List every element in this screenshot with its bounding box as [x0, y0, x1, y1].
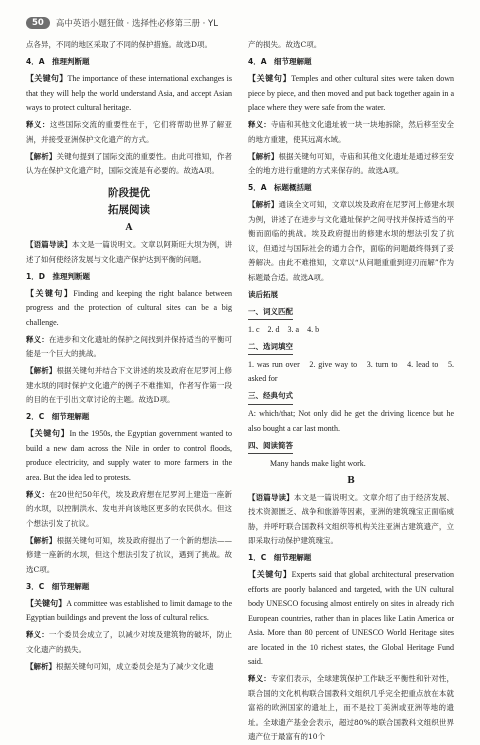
stage-title: 阶段提优 — [108, 186, 150, 199]
analysis: 【解析】根据关键句可知，埃及政府提出了一个新的想法——修建一座新的水坝，但这个想法引发了抗议，遇到了挑战。故选C项。 — [26, 535, 233, 574]
after-reading-title: 读后拓展 — [248, 289, 278, 299]
explanation: 释义：一个委员会成立了，以减少对埃及建筑物的破坏，防止文化遗产的损失。 — [26, 630, 233, 654]
passage-label: B — [347, 475, 355, 486]
question-title: 3．C 细节理解题 — [26, 581, 90, 591]
explanation: 释义：在20世纪50年代，埃及政府想在尼罗河上建造一座新的水坝，以控制洪水、发电并向该地区更多的农民供水。但这个想法引发了抗议。 — [26, 489, 233, 528]
key-sentence: 【关键句】A committee was established to limit damage to the Egyptian buildings and prevent the loss of cultural relics. — [26, 598, 233, 622]
vocab-section-title: 一、词义匹配 — [248, 305, 454, 321]
analysis: 【解析】根据关键句可知，成立委员会是为了减少文化遗 — [26, 661, 214, 671]
explanation: 释义：专家们表示，全球建筑保护工作缺乏平衡性和针对性，联合国的文化机构联合国教科文组织几乎完全把重点放在本就富裕的欧洲国家的遗址上，而不是拉丁美洲或亚洲等地的遗址。全球遗产基金会表示，超过80%的联合国教科文组织世界遗产位于最富有的10个 — [248, 674, 455, 741]
question-title: 2．C 细节理解题 — [26, 412, 90, 421]
key-sentence: 【关键句】Temples and other cultural sites were taken down piece by piece, and then moved and put back together again in a place where they were safe from the water. — [248, 74, 454, 112]
explanation: 释义：寺庙和其他文化遗址被一块一块地拆除，然后移至安全的地方重建，使其远离水域。 — [248, 120, 455, 144]
key-sentence: 【关键句】Finding and keeping the right balance between progress and the protection of cultural sites can be a big challenge. — [26, 288, 233, 327]
question-title: 1．D 推理判断题 — [26, 271, 90, 281]
passage-label: A — [125, 223, 133, 233]
left-column — [26, 38, 232, 705]
sentence-section-title: 三、经典句式 — [248, 389, 454, 405]
page-number: 50 — [26, 17, 50, 29]
explanation: 释义：在进步和文化遗址的保护之间找到并保持适当的平衡可能是一个巨大的挑战。 — [26, 334, 233, 358]
book-title: 高中英语小题狂做 · 选择性必修第三册 · YL — [55, 19, 218, 29]
paragraph: 产的损失。故选C项。 — [248, 40, 322, 49]
short-answer-title: 四、阅读简答 — [248, 439, 454, 455]
fill-section-title: 二、选词填空 — [248, 340, 454, 356]
sentence-answers: A: which/that; Not only did he get the driving licence but he also bought a car last month. — [248, 409, 454, 433]
analysis: 【解析】根据关键句可知，寺庙和其他文化遗址是通过移至安全的地方进行重建的方式来保存的。故选A项。 — [248, 151, 455, 175]
fill-answers: 1. was run over 2. give way to 3. turn to 4. lead to 5. asked for — [248, 359, 454, 383]
paragraph: 点各异，不同的地区采取了不同的保护措施。故选D项。 — [26, 40, 213, 49]
explanation: 释义：这些国际交流的重要性在于，它们将帮助世界了解亚洲，并接受亚洲保护文化遗产的方式。 — [26, 120, 233, 144]
analysis: 【解析】通读全文可知，文章以埃及政府在尼罗河上修建水坝为例，讲述了在进步与文化遗址保护之间寻找并保持适当的平衡而面临的挑战。埃及政府提出的修建水坝的想法引发了抗议，但通过与国际社会的通力合作，面临的问题最终得到了妥善解决。由此不难推知，文章以“从问题重重到迎刃而解”作为标题最合适。故选A项。 — [248, 200, 455, 282]
key-sentence: 【关键句】In the 1950s, the Egyptian government wanted to build a new dam across the Nile in order to control floods, produce electricity, and supply water to more farmers in the area. But the idea led to protests. — [26, 429, 232, 482]
question-title: 4．A 推理判断题 — [26, 57, 90, 66]
analysis: 【解析】根据关键句并结合下文讲述的埃及政府在尼罗河上修建水坝的同时保护文化遗产的例子不难推知，作者写作第一段的目的在于引出文章讨论的主题。故选D项。 — [26, 366, 233, 404]
right-column — [248, 38, 455, 741]
question-title: 1．C 细节理解题 — [248, 553, 312, 562]
page-header — [26, 13, 454, 33]
key-sentence: 【关键句】Experts said that global architectural preservation efforts are poorly balanced and targeted, with the UN cultural body UNESCO focusing almost entirely on sites in already rich European countries, rather than in places like Latin America or Asia. More than 80 percent of UNESCO World Heritage sites are located in the 10 richest states, the Global Heritage Fund said. — [248, 570, 455, 666]
vocab-answers: 1. c 2. d 3. a 4. b — [248, 324, 320, 334]
question-title: 5．A 标题概括题 — [248, 183, 312, 192]
passage-guide: 【语篇导读】本文是一篇说明文。文章介绍了由于经济发展、技术资源匮乏、战争和旅游等因素，亚洲的建筑瑰宝正面临威胁，并呼吁联合国教科文组织等机构关注亚洲古建筑遗产，立即采取行动保护建筑瑰宝。 — [248, 492, 455, 545]
question-title: 4．A 细节理解题 — [248, 57, 312, 66]
reading-title: 拓展阅读 — [108, 203, 150, 216]
passage-guide: 【语篇导读】本文是一篇说明文。文章以阿斯旺大坝为例，讲述了如何使经济发展与文化遗产保护达到平衡的问题。 — [26, 240, 233, 264]
analysis: 【解析】关键句提到了国际交流的重要性。由此可推知，作者认为在保护文化遗产时，国际交流是有必要的。故选A项。 — [26, 151, 233, 175]
short-answer: Many hands make light work. — [270, 458, 366, 468]
key-sentence: 【关键句】The importance of these international exchanges is that they will help the world understand Asia, and accept Asian ways to protect cultural heritage. — [26, 74, 233, 112]
